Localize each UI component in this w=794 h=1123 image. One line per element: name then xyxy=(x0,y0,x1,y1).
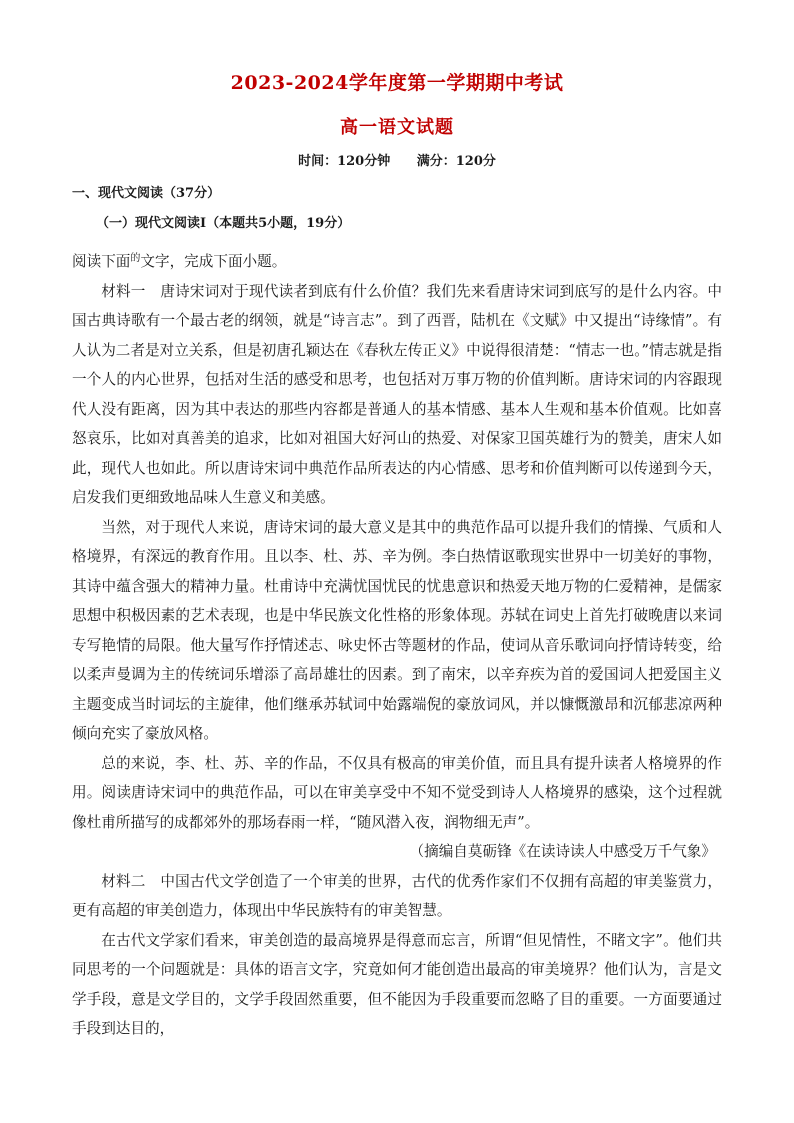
paragraph: 总的来说，李、杜、苏、辛的作品，不仅具有极高的审美价值，而且具有提升读者人格境界的作用。阅读唐诗宋词中的典范作品，可以在审美享受中不知不觉受到诗人人格境界的感染，这个过程就像杜甫所描写的成都郊外的那场春雨一样，“随风潜入夜，润物细无声”。 xyxy=(72,754,722,831)
instruction-after: 文字，完成下面小题。 xyxy=(140,253,287,270)
exam-subtitle: 高一语文试题 xyxy=(340,117,454,138)
exam-time: 时间：120分钟 xyxy=(298,154,391,169)
instruction-before: 阅读下面 xyxy=(72,253,131,270)
exam-score: 满分：120分 xyxy=(416,154,496,169)
subsection-heading: （一）现代文阅读Ⅰ（本题共5小题，19分） xyxy=(96,216,351,231)
exam-title: 2023-2024学年度第一学期期中考试 xyxy=(230,72,564,94)
instruction-line xyxy=(72,244,722,277)
paragraph: 材料二 中国古代文学创造了一个审美的世界，古代的优秀作家们不仅拥有高超的审美鉴赏力，更有高超的审美创造力，体现出中华民族特有的审美智慧。 xyxy=(72,872,722,919)
paragraph: 当然，对于现代人来说，唐诗宋词的最大意义是其中的典范作品可以提升我们的情操、气质和人格境界，有深远的教育作用。且以李、杜、苏、辛为例。李白热情讴歌现实世界中一切美好的事物，其诗中蕴含强大的精神力量。杜甫诗中充满忧国忧民的忧患意识和热爱天地万物的仁爱精神，是儒家思想中积极因素的艺术表现，也是中华民族文化性格的形象体现。苏轼在词史上首先打破晚唐以来词专写艳情的局限。他大量写作抒情述志、咏史怀古等题材的作品，使词从音乐歌词向抒情诗转变，给以柔声曼调为主的传统词乐增添了高昂雄壮的因素。到了南宋，以辛弃疾为首的爱国词人把爱国主义主题变成当时词坛的主旋律，他们继承苏轼词中始露端倪的豪放词风，并以慷慨激昂和沉郁悲凉两种倾向充实了豪放风格。 xyxy=(72,518,722,742)
instruction-superscript: 的 xyxy=(130,253,141,264)
source-citation: （摘编自莫砺锋《在读诗读人中感受万千气象》 xyxy=(409,843,716,860)
section-heading: 一、现代文阅读（37分） xyxy=(72,186,221,201)
exam-meta xyxy=(0,150,794,169)
reading-passage xyxy=(72,244,722,1044)
paragraph: 在古代文学家们看来，审美创造的最高境界是得意而忘言，所谓“但见情性，不睹文字”。他们共同思考的一个问题就是：具体的语言文字，究竟如何才能创造出最高的审美境界？他们认为，言是文学手段，意是文学目的，文学手段固然重要，但不能因为手段重要而忽略了目的重要。一方面要通过手段到达目的， xyxy=(72,931,722,1037)
paragraph: 材料一 唐诗宋词对于现代读者到底有什么价值？我们先来看唐诗宋词到底写的是什么内容。中国古典诗歌有一个最古老的纲领，就是“诗言志”。到了西晋，陆机在《文赋》中又提出“诗缘情”。有人认为二者是对立关系，但是初唐孔颖达在《春秋左传正义》中说得很清楚：“情志一也。”情志就是指一个人的内心世界，包括对生活的感受和思考，也包括对万事万物的价值判断。唐诗宋词的内容跟现代人没有距离，因为其中表达的那些内容都是普通人的基本情感、基本人生观和基本价值观。比如喜怒哀乐，比如对真善美的追求，比如对祖国大好河山的热爱、对保家卫国英雄行为的赞美，唐宋人如此，现代人也如此。所以唐诗宋词中典范作品所表达的内心情感、思考和价值判断可以传递到今天，启发我们更细致地品味人生意义和美感。 xyxy=(72,282,722,506)
